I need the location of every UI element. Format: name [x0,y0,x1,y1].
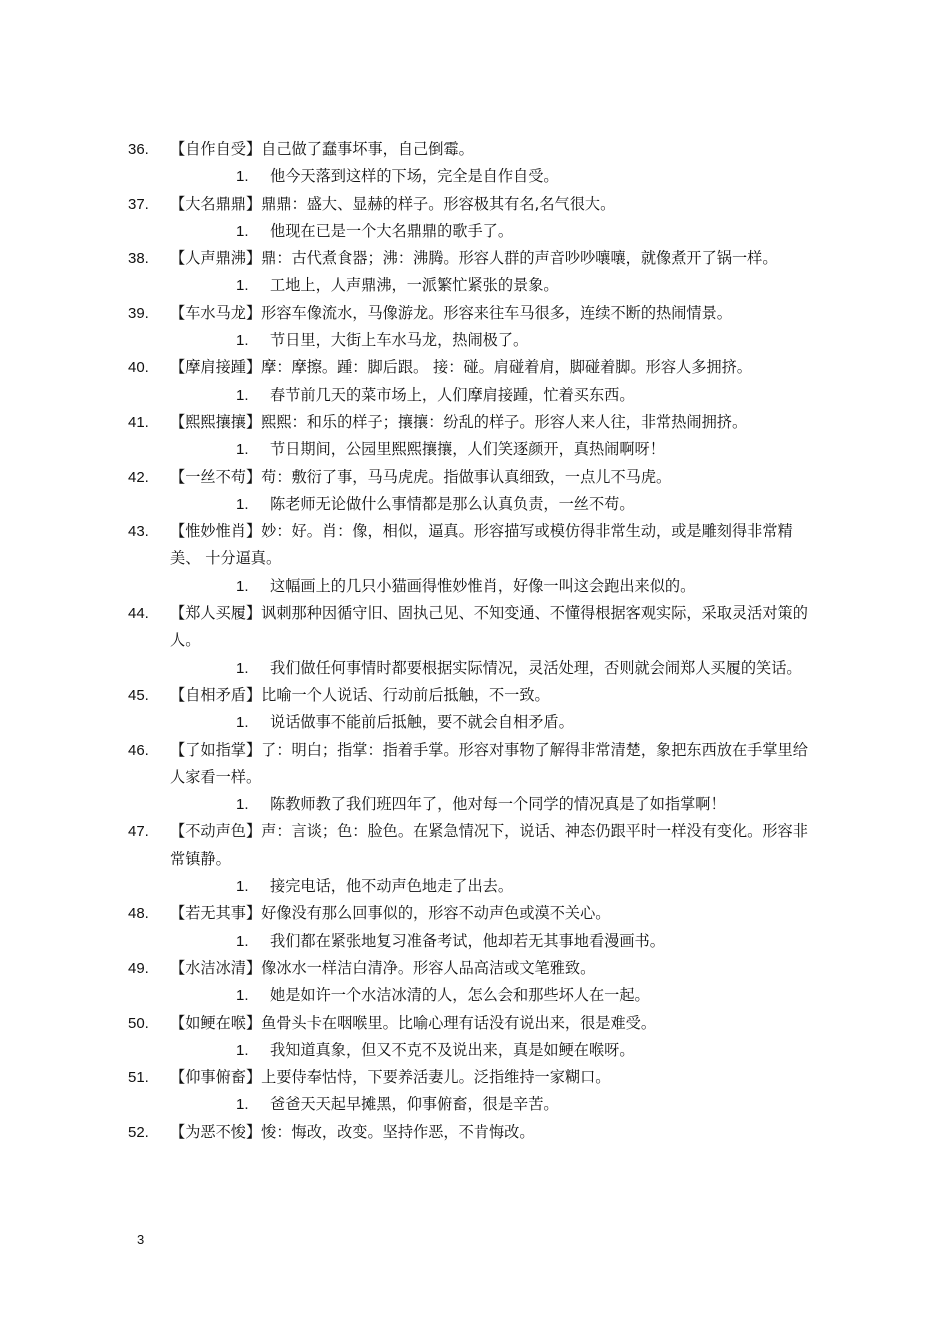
definition-text: 【人声鼎沸】鼎：古代煮食器；沸：沸腾。形容人群的声音吵吵嚷嚷，就像煮开了锅一样。 [170,249,778,268]
example-number: 1. [236,386,249,404]
entry-number: 41. [128,413,149,431]
example-sentence [0,982,816,1009]
definition-text: 【不动声色】声：言谈；色：脸色。在紧急情况下，说话、神态仍跟平时一样没有变化。形容非常镇静。 [170,822,808,868]
example-text: 我们都在紧张地复习准备考试，他却若无其事地看漫画书。 [270,931,665,950]
example-sentence [0,791,816,818]
definition-text: 【摩肩接踵】摩：摩擦。踵：脚后跟。 接：碰。肩碰着肩，脚碰着脚。形容人多拥挤。 [170,358,752,377]
example-sentence [0,873,816,900]
example-sentence [0,436,816,463]
example-sentence [0,1091,816,1118]
example-sentence [0,709,816,736]
idiom-entry [0,300,950,355]
example-text: 节日期间，公园里熙熙攘攘，人们笑逐颜开，真热闹啊呀！ [270,440,665,459]
example-text: 他现在已是一个大名鼎鼎的歌手了。 [270,221,513,240]
definition-text: 【为恶不悛】悛：悔改，改变。坚持作恶，不肯悔改。 [170,1122,535,1141]
page-number: 3 [137,1232,145,1247]
example-text: 他今天落到这样的下场，完全是自作自受。 [270,167,559,186]
definition-text: 【一丝不苟】苟：敷衍了事，马马虎虎。指做事认真细致，一点儿不马虎。 [170,467,672,486]
idiom-entry [0,1010,950,1065]
example-sentence [0,491,816,518]
entry-number: 38. [128,250,149,268]
entry-number: 40. [128,359,149,377]
example-sentence [0,163,816,190]
idiom-entry [0,818,950,900]
entry-number: 39. [128,304,149,322]
example-text: 我知道真象，但又不克不及说出来，真是如鲠在喉呀。 [270,1040,635,1059]
example-text: 工地上，人声鼎沸，一派繁忙紧张的景象。 [270,276,559,295]
definition-text: 【郑人买履】讽刺那种因循守旧、固执己见、不知变通、不懂得根据客观实际，采取灵活对策的人。 [170,604,808,650]
idiom-definition [0,818,816,873]
definition-text: 【如鲠在喉】鱼骨头卡在咽喉里。比喻心理有话没有说出来，很是难受。 [170,1013,656,1032]
entry-number: 44. [128,605,149,623]
example-number: 1. [236,168,249,186]
definition-text: 【自相矛盾】比喻一个人说话、行动前后抵触，不一致。 [170,685,550,704]
idiom-entry [0,518,950,600]
example-number: 1. [236,878,249,896]
idiom-entry [0,191,950,246]
idiom-definition [0,409,816,436]
definition-text: 【若无其事】好像没有那么回事似的，形容不动声色或漠不关心。 [170,904,611,923]
idiom-definition [0,245,816,272]
idiom-definition [0,682,816,709]
example-text: 她是如许一个水洁冰清的人，怎么会和那些坏人在一起。 [270,986,650,1005]
definition-text: 【自作自受】自己做了蠢事坏事，自己倒霉。 [170,140,474,158]
example-sentence [0,655,816,682]
idiom-definition [0,955,816,982]
entry-number: 52. [128,1123,149,1141]
definition-text: 【仰事俯畜】上要侍奉怙恃，下要养活妻儿。泛指维持一家糊口。 [170,1068,611,1087]
idiom-entry [0,354,950,409]
example-sentence [0,1037,816,1064]
idiom-definition [0,1119,816,1146]
example-number: 1. [236,277,249,295]
idiom-definition [0,900,816,927]
entry-number: 49. [128,959,149,977]
example-number: 1. [236,987,249,1005]
entry-number: 46. [128,741,149,759]
example-sentence [0,928,816,955]
entry-number: 45. [128,686,149,704]
entry-number: 43. [128,523,149,541]
definition-text: 【熙熙攘攘】熙熙：和乐的样子；攘攘：纷乱的样子。形容人来人往，非常热闹拥挤。 [170,412,748,431]
example-number: 1. [236,332,249,350]
entry-number: 42. [128,468,149,486]
idiom-entry [0,409,950,464]
idiom-entry [0,737,950,819]
example-number: 1. [236,659,249,677]
idiom-entry [0,955,950,1010]
idiom-definition [0,191,816,218]
example-number: 1. [236,1041,249,1059]
idiom-entry [0,600,950,682]
entry-number: 36. [128,141,149,158]
example-text: 说话做事不能前后抵触，要不就会自相矛盾。 [270,713,574,732]
example-text: 春节前几天的菜市场上，人们摩肩接踵，忙着买东西。 [270,385,635,404]
idiom-entry [0,245,950,300]
example-sentence [0,382,816,409]
idiom-entry [0,900,950,955]
example-sentence [0,272,816,299]
entry-number: 37. [128,195,149,213]
example-sentence [0,573,816,600]
idiom-definition [0,136,816,163]
example-text: 爸爸天天起早摊黑，仰事俯畜，很是辛苦。 [270,1095,559,1114]
example-text: 陈教师教了我们班四年了，他对每一个同学的情况真是了如指掌啊！ [270,795,726,814]
example-number: 1. [236,577,249,595]
idiom-entry [0,136,950,191]
example-number: 1. [236,441,249,459]
example-text: 接完电话，他不动声色地走了出去。 [270,877,513,896]
example-number: 1. [236,222,249,240]
definition-text: 【车水马龙】形容车像流水，马像游龙。形容来往车马很多，连续不断的热闹情景。 [170,303,732,322]
document-body [0,136,950,1146]
example-text: 节日里，大街上车水马龙，热闹极了。 [270,331,529,350]
example-number: 1. [236,714,249,732]
idiom-entry [0,682,950,737]
idiom-definition [0,464,816,491]
entry-number: 47. [128,823,149,841]
idiom-definition [0,354,816,381]
definition-text: 【大名鼎鼎】鼎鼎：盛大、显赫的样子。形容极其有名,名气很大。 [170,194,616,213]
idiom-definition [0,1010,816,1037]
example-number: 1. [236,932,249,950]
idiom-definition [0,518,816,573]
idiom-entry [0,1064,950,1119]
example-text: 我们做任何事情时都要根据实际情况，灵活处理，否则就会闹郑人买履的笑话。 [270,658,802,677]
idiom-entry [0,464,950,519]
example-sentence [0,218,816,245]
idiom-definition [0,1064,816,1091]
definition-text: 【水洁冰清】像冰水一样洁白清净。形容人品高洁或文笔雅致。 [170,958,596,977]
example-number: 1. [236,1096,249,1114]
example-number: 1. [236,796,249,814]
idiom-definition [0,600,816,655]
idiom-entry [0,1119,950,1146]
example-text: 陈老师无论做什么事情都是那么认真负责，一丝不苟。 [270,494,635,513]
idiom-definition [0,737,816,792]
definition-text: 【惟妙惟肖】妙：好。肖：像，相似，逼真。形容描写或模仿得非常生动，或是雕刻得非常精美、 十分逼真。 [170,522,793,568]
entry-number: 51. [128,1069,149,1087]
idiom-definition [0,300,816,327]
example-sentence [0,327,816,354]
entry-number: 48. [128,905,149,923]
example-text: 这幅画上的几只小猫画得惟妙惟肖，好像一叫这会跑出来似的。 [270,576,696,595]
definition-text: 【了如指掌】了：明白；指掌：指着手掌。形容对事物了解得非常清楚，象把东西放在手掌里给人家看一样。 [170,740,808,786]
example-number: 1. [236,495,249,513]
entry-number: 50. [128,1014,149,1032]
